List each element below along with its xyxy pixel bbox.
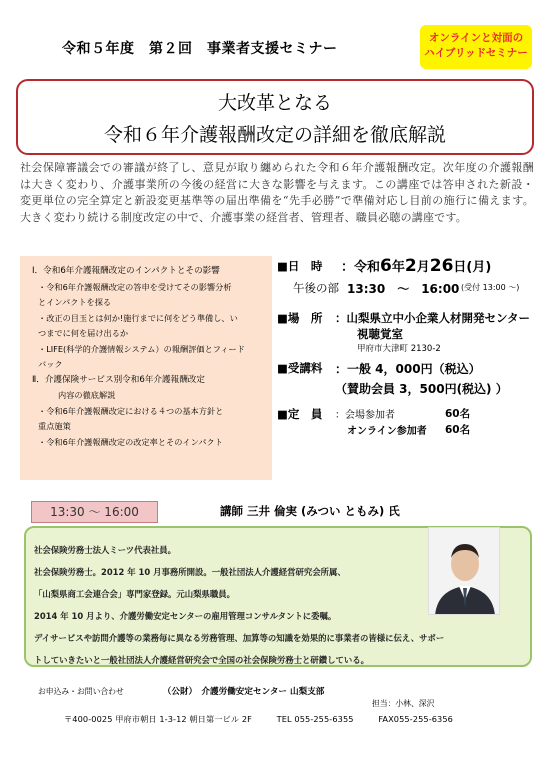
agenda-item-cont: 重点施策 [38, 421, 71, 431]
agenda-box [20, 256, 272, 480]
fee-general: ：一般 4，000円（税込） [335, 362, 481, 376]
event-info [277, 256, 537, 438]
date-row [277, 256, 537, 278]
fee-label: ■受講料 [277, 361, 323, 375]
profile-line: トしていきたいと一般社団法人介護経営研究会で全国の社会保険労務士と研鑽している。 [34, 655, 369, 665]
profile-line: 社会保険労務士。2012 年 10 月事務所開設。一般社団法人介護経営研究会所属、 [34, 567, 346, 577]
profile-line: 2014 年 10 月より、介護労働安定センターの雇用管理コンサルタントに委嘱。 [34, 611, 337, 621]
agenda-item: ・改正の目玉とは何か!施行までに何をどう準備し、い [38, 312, 238, 323]
capacity-label: ■定 員 [277, 407, 323, 421]
main-title-line-2: 令和６年介護報酬改定の詳細を徹底解説 [103, 124, 446, 146]
organization-name: （公財） 介護労働安定センター 山梨支部 [162, 687, 325, 697]
agenda-item: ・令和6年介護報酬改定の改定率とそのインパクト [38, 436, 223, 447]
place-label: ■場 所 [277, 311, 323, 325]
agenda-item-cont: バック [38, 359, 63, 369]
capacity-venue: 60名 [445, 408, 471, 420]
time-row [277, 278, 537, 302]
hybrid-seminar-badge [420, 25, 532, 69]
intro-paragraph: 社会保障審議会での審議が終了し、意見が取り纏められた令和６年介護報酬改定。次年度の介護報酬は大きく変わり、介護事業所の今後の経営に大きな影響を与えます。この講座では答申された新設・変更単位の完全算定と新設変更基準等の届出準備を“先手必勝”で準備対応し目前の施行に備えます。大きく変わり続ける制度改定の中で、介護事業の経営者、管理者、職員必聴の講座です。 [20, 161, 534, 224]
agenda-item: ・令和6年介護報酬改定における４つの基本方針と [38, 405, 224, 416]
pm-time: 13:30 ～ 16:00 [347, 282, 460, 296]
capacity-online: 60名 [445, 424, 471, 436]
footer-contact [38, 685, 324, 697]
profile-line: デイサービスや訪問介護等の業務毎に異なる労務管理、加算等の知識を効果的に事業者の皆様に伝え、サポー [34, 633, 445, 643]
seminar-header: 令和５年度 第２回 事業者支援セミナー [62, 41, 338, 57]
profile-line: 「山梨県商工会連合会」専門家登録。元山梨県職員。 [34, 589, 235, 599]
telephone: TEL 055-255-6355 [276, 714, 354, 724]
agenda-section-2: Ⅱ．介護保険サービス別令和6年介護報酬改定 [32, 374, 205, 385]
agenda-section-1: Ⅰ．令和6年介護報酬改定のインパクトとその影響 [32, 266, 220, 276]
lecture-time-bar: 13:30 ～ 16:00 [31, 501, 158, 523]
agenda-item: ・LIFE(科学的介護情報システム）の報酬評価とフィード [38, 343, 245, 354]
lecturer-profile [34, 539, 534, 671]
agenda-item: ・令和6年介護報酬改定の答申を受けてその影響分析 [38, 281, 232, 292]
reception-time: (受付 13:00 ～) [461, 283, 520, 292]
date-label: ■日 時 [277, 259, 323, 273]
capacity-venue-label: ：会場参加者 [335, 410, 395, 421]
profile-line: 社会保険労務士法人ミーツ代表社員。 [34, 545, 177, 555]
place-row [277, 302, 537, 354]
date-value: ：令和6年2月26日(月) [341, 256, 492, 276]
pm-label: 午後の部 [293, 281, 339, 295]
agenda-item-cont: とインパクトを探る [38, 297, 112, 307]
main-title-line-1: 大改革となる [217, 92, 332, 114]
agenda-section-2-cont: 内容の徹底解説 [58, 390, 116, 400]
fax: FAX055-255-6356 [378, 714, 453, 724]
lecturer-name: 講師 三井 倫実 (みつい ともみ) 氏 [220, 504, 400, 518]
badge-line-2: ハイブリッドセミナー [424, 47, 528, 59]
footer-address [64, 714, 475, 725]
contact-label: お申込み・お問い合わせ [38, 687, 124, 696]
capacity-row [277, 398, 537, 438]
fee-member: （賛助会員 3，500円(税込) ） [335, 382, 508, 396]
main-title-box [16, 79, 534, 155]
badge-line-1: オンラインと対面の [428, 32, 524, 44]
agenda-item-cont: つまでに何を届け出るか [38, 328, 129, 338]
capacity-online-label: オンライン参加者 [347, 426, 427, 437]
postal-address: 〒400-0025 甲府市朝日 1-3-12 朝日第一ビル 2F [64, 714, 252, 724]
contact-persons: 担当：小林、深沢 [372, 699, 435, 708]
place-name-2: 視聴覚室 [357, 327, 403, 341]
place-name-1: ：山梨県立中小企業人材開発センター [335, 311, 531, 325]
fee-row [277, 350, 537, 398]
place-address: 甲府市大津町 2130-2 [357, 344, 441, 354]
